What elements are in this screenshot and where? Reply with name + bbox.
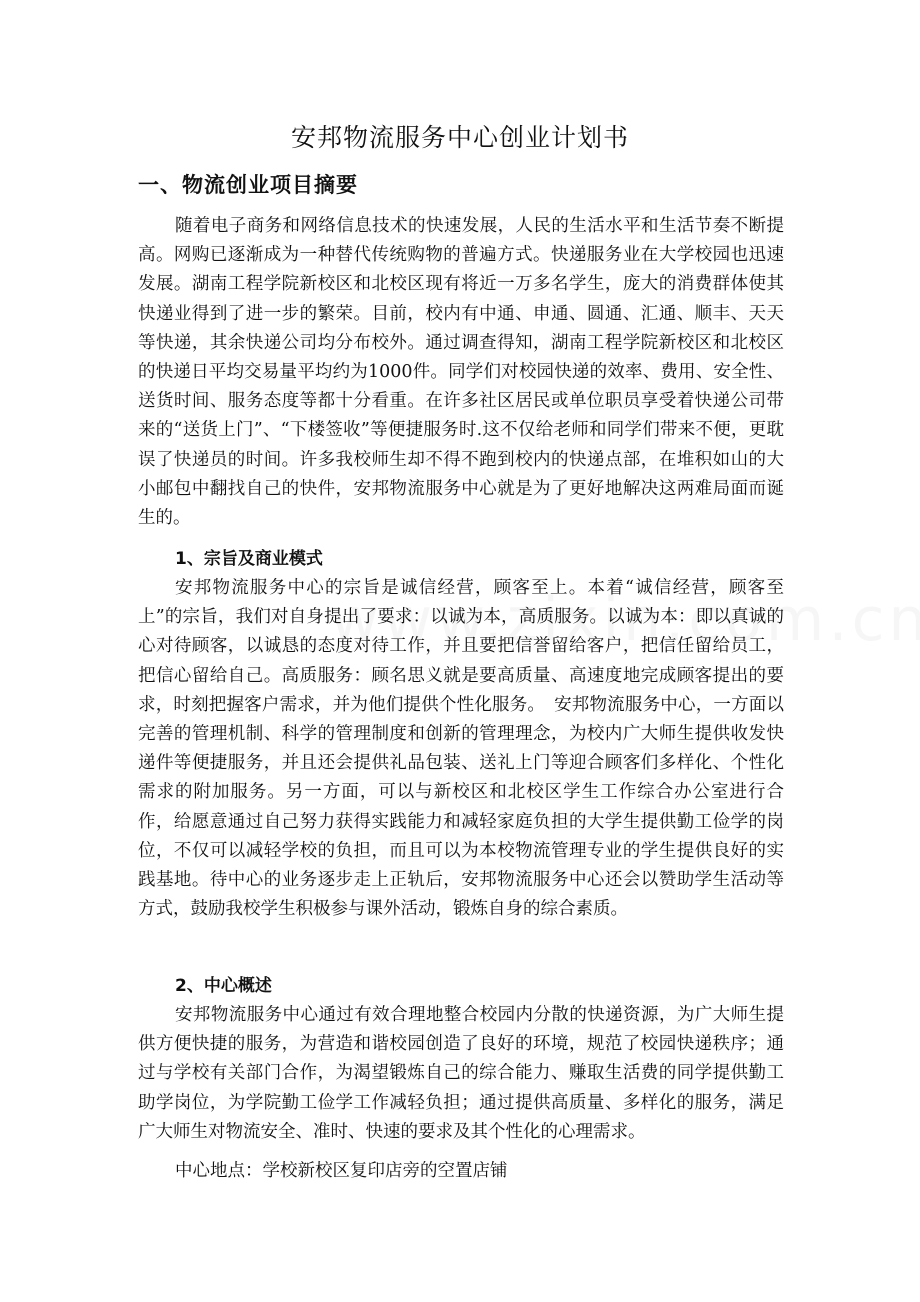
subsection-heading-2: 2、中心概述 [175,976,272,996]
subsection-heading-1: 1、宗旨及商业模式 [175,549,323,569]
page-title: 安邦物流服务中心创业计划书 [290,123,629,152]
purpose-paragraph: 安邦物流服务中心的宗旨是诚信经营，顾客至上。本着“诚信经营，顾客至上”的宗旨，我们对自身提出了要求：以诚为本，高质服务。以诚为本：即以真诚的心对待顾客，以诚恳的态度对待工作，并且要把信誉留给客户，把信任留给员工，把信心留给自己。高质服务：顾名思义就是要高质量、高速度地完成顾客提出的要求，时刻把握客户需求，并为他们提供个性化服务。 安邦物流服务中心，一方面以完善的管理机制、科学的管理制度和创新的管理理念，为校内广大师生提供收发快递件等便捷服务，并且还会提供礼品包装、送礼上门等迎合顾客们多样化、个性化需求的附加服务。另一方面，可以与新校区和北校区学生工作综合办公室进行合作，给愿意通过自己努力获得实践能力和减轻家庭负担的大学生提供勤工俭学的岗位，不仅可以减轻学校的负担，而且可以为本校物流管理专业的学生提供良好的实践基地。待中心的业务逐步走上正轨后，安邦物流服务中心还会以赞助学生活动等方式，鼓励我校学生积极参与课外活动，锻炼自身的综合素质。 [138,578,784,920]
location-paragraph: 中心地点：学校新校区复印店旁的空置店铺 [175,1161,508,1181]
overview-paragraph: 安邦物流服务中心通过有效合理地整合校园内分散的快递资源，为广大师生提供方便快捷的服务，为营造和谐校园创造了良好的环境，规范了校园快递秩序；通过与学校有关部门合作，为渴望锻炼自己的综合能力、赚取生活费的同学提供勤工助学岗位，为学院勤工俭学工作减轻负担；通过提供高质量、多样化的服务，满足广大师生对物流安全、准时、快速的要求及其个性化的心理需求。 [138,1005,784,1142]
section-heading: 一、物流创业项目摘要 [138,173,358,197]
intro-paragraph: 随着电子商务和网络信息技术的快速发展，人民的生活水平和生活节奏不断提高。网购已逐渐成为一种替代传统购物的普遍方式。快递服务业在大学校园也迅速发展。湖南工程学院新校区和北校区现有将近一万多名学生，庞大的消费群体使其快递业得到了进一步的繁荣。目前，校内有中通、申通、圆通、汇通、顺丰、天天等快递，其余快递公司均分布校外。通过调查得知，湖南工程学院新校区和北校区的快递日平均交易量平均约为1000件。同学们对校园快递的效率、费用、安全性、送货时间、服务态度等都十分看重。在许多社区居民或单位职员享受着快递公司带来的“送货上门”、“下楼签收”等便捷服务时.这不仅给老师和同学们带来不便，更耽误了快递员的时间。许多我校师生却不得不跑到校内的快递点部，在堆积如山的大小邮包中翻找自己的快件，安邦物流服务中心就是为了更好地解决这两难局面而诞生的。 [138,216,784,529]
